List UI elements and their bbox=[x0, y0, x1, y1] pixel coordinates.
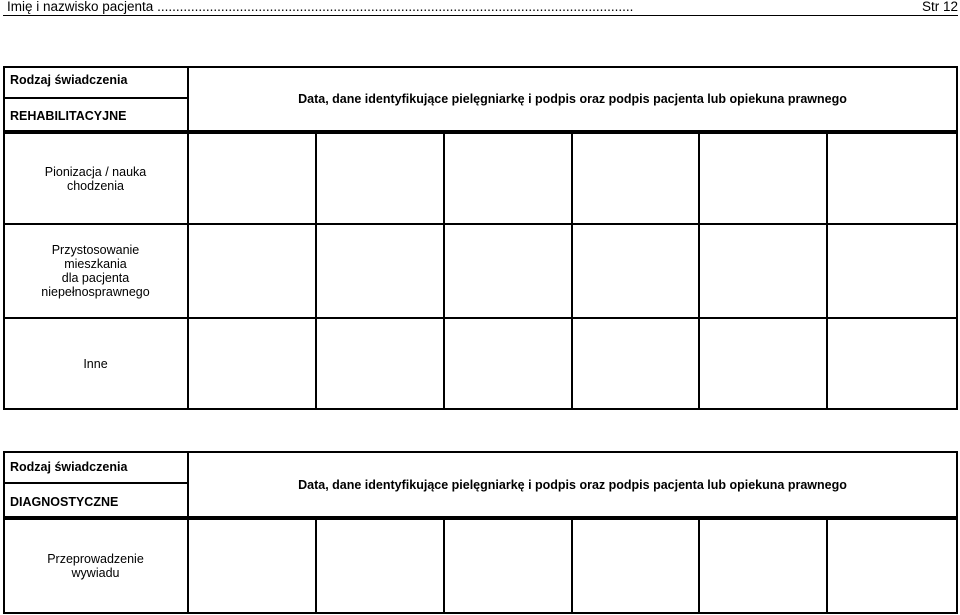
patient-name-label: Imię i nazwisko pacjenta ............................................................................................................................... bbox=[7, 0, 634, 14]
rehab-row-label-pionizacja bbox=[4, 134, 187, 223]
diag-col-divider bbox=[698, 518, 700, 614]
row-label-line: wywiadu bbox=[71, 566, 120, 580]
rehab-type-label: Rodzaj świadczenia bbox=[10, 73, 128, 87]
rehab-col-divider bbox=[315, 132, 317, 410]
row-label-line: Przystosowanie bbox=[51, 243, 140, 257]
row-label-line: Inne bbox=[83, 356, 108, 371]
row-label-line: niepełnosprawnego bbox=[41, 285, 150, 299]
diag-col-divider bbox=[315, 518, 317, 614]
row-label-line: Pionizacja / nauka bbox=[44, 164, 147, 179]
diag-col-divider bbox=[443, 518, 445, 614]
rehab-col-divider bbox=[187, 132, 189, 410]
row-label-line: chodzenia bbox=[66, 178, 124, 193]
rehab-col-divider bbox=[571, 132, 573, 410]
rehab-col-divider bbox=[443, 132, 445, 410]
diag-col-divider bbox=[826, 518, 828, 614]
row-label-line: dla pacjenta bbox=[61, 271, 130, 285]
diag-row-label-wywiad bbox=[4, 520, 187, 612]
diag-type-label: Rodzaj świadczenia bbox=[10, 460, 128, 474]
rehab-column-header: Data, dane identyfikujące pielęgniarkę i podpis oraz podpis pacjenta lub opiekuna prawnego bbox=[298, 92, 847, 106]
rehab-header-divider bbox=[187, 66, 189, 132]
diag-col-divider bbox=[187, 518, 189, 614]
diag-header-divider bbox=[187, 451, 189, 518]
diag-column-header: Data, dane identyfikujące pielęgniarkę i podpis oraz podpis pacjenta lub opiekuna prawnego bbox=[298, 478, 847, 492]
diag-type-divider bbox=[3, 482, 187, 484]
rehab-row-label-przystosowanie bbox=[4, 225, 187, 317]
page-number: Str 12 bbox=[921, 0, 958, 14]
rehab-col-divider bbox=[826, 132, 828, 410]
rehab-type-value: REHABILITACYJNE bbox=[10, 109, 127, 123]
diag-type-value: DIAGNOSTYCZNE bbox=[10, 495, 119, 509]
diag-col-divider bbox=[571, 518, 573, 614]
row-label-line: Przeprowadzenie bbox=[47, 552, 144, 566]
page-header bbox=[7, 0, 958, 15]
rehab-row-label-inne bbox=[4, 319, 187, 408]
header-rule bbox=[3, 15, 958, 16]
rehab-col-divider bbox=[698, 132, 700, 410]
row-label-line: mieszkania bbox=[64, 257, 127, 271]
rehab-type-divider bbox=[3, 97, 187, 99]
